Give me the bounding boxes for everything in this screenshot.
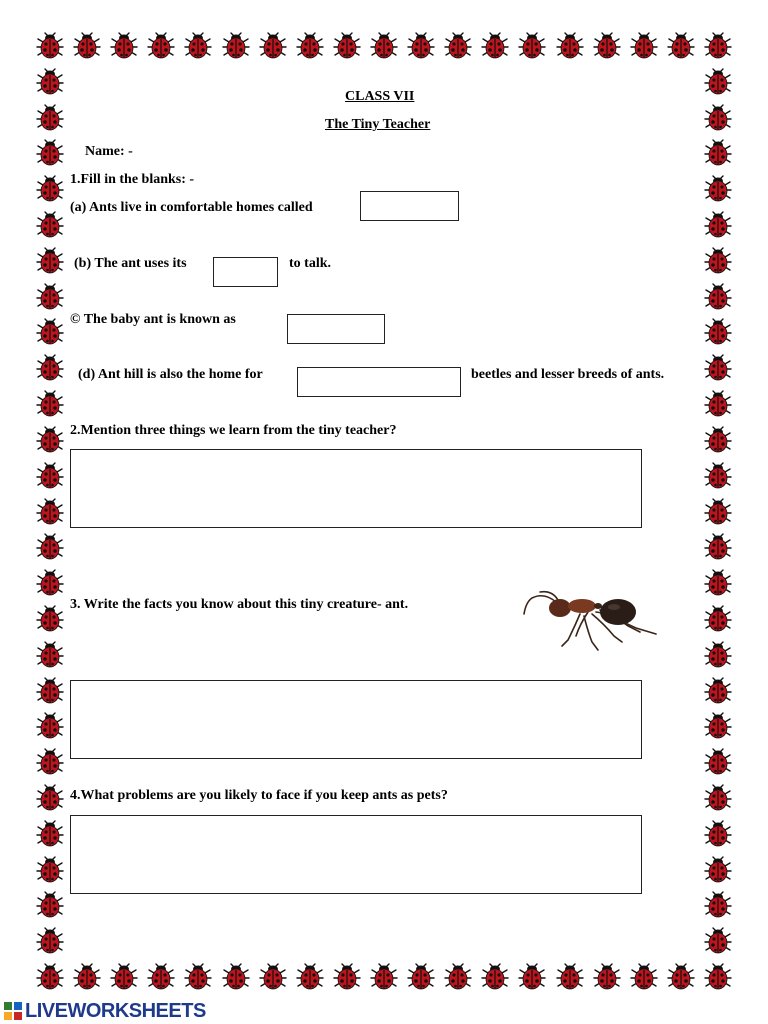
q3-heading: 3. Write the facts you know about this tiny creature- ant.	[70, 597, 409, 612]
ladybug-icon	[704, 605, 732, 633]
q3-answer-box[interactable]	[70, 680, 642, 759]
q1a-answer-box[interactable]	[360, 191, 459, 221]
ladybug-icon	[704, 641, 732, 669]
ladybug-icon	[36, 533, 64, 561]
ladybug-icon	[630, 963, 658, 991]
q2-answer-box[interactable]	[70, 449, 642, 528]
ladybug-icon	[36, 784, 64, 812]
ladybug-icon	[36, 175, 64, 203]
liveworksheets-logo-icon	[4, 1002, 22, 1020]
ladybug-icon	[704, 927, 732, 955]
ladybug-icon	[259, 32, 287, 60]
ladybug-icon	[222, 963, 250, 991]
ladybug-icon	[407, 32, 435, 60]
ladybug-icon	[184, 32, 212, 60]
q1a-text: (a) Ants live in comfortable homes called	[70, 200, 313, 215]
q1b-text-after: to talk.	[289, 256, 331, 271]
ladybug-icon	[36, 856, 64, 884]
q4-heading: 4.What problems are you likely to face if you keep ants as pets?	[70, 788, 448, 803]
ladybug-icon	[704, 283, 732, 311]
ladybug-icon	[518, 32, 546, 60]
ladybug-icon	[36, 318, 64, 346]
ladybug-icon	[704, 963, 732, 991]
ladybug-icon	[147, 32, 175, 60]
q1b-text-before: (b) The ant uses its	[74, 256, 187, 271]
ladybug-icon	[36, 247, 64, 275]
ladybug-icon	[36, 462, 64, 490]
ladybug-icon	[593, 963, 621, 991]
ladybug-icon	[73, 32, 101, 60]
ladybug-icon	[36, 32, 64, 60]
ladybug-icon	[36, 963, 64, 991]
ladybug-icon	[704, 533, 732, 561]
ladybug-icon	[704, 211, 732, 239]
ladybug-icon	[704, 712, 732, 740]
lesson-title: The Tiny Teacher	[325, 117, 431, 132]
ladybug-icon	[704, 856, 732, 884]
ladybug-icon	[704, 498, 732, 526]
ladybug-icon	[36, 426, 64, 454]
ladybug-icon	[704, 104, 732, 132]
ladybug-icon	[704, 677, 732, 705]
ladybug-icon	[36, 748, 64, 776]
ladybug-icon	[667, 963, 695, 991]
ladybug-icon	[36, 283, 64, 311]
ladybug-icon	[704, 748, 732, 776]
q1d-answer-box[interactable]	[297, 367, 461, 397]
ladybug-icon	[222, 32, 250, 60]
ladybug-icon	[296, 32, 324, 60]
ladybug-icon	[481, 32, 509, 60]
ladybug-icon	[36, 139, 64, 167]
ladybug-icon	[36, 569, 64, 597]
ladybug-icon	[147, 963, 175, 991]
ladybug-icon	[593, 32, 621, 60]
q1d-text-after: beetles and lesser breeds of ants.	[471, 367, 665, 382]
ladybug-icon	[370, 32, 398, 60]
ladybug-icon	[370, 963, 398, 991]
ladybug-icon	[36, 498, 64, 526]
q1c-text: © The baby ant is known as	[70, 312, 236, 327]
ladybug-icon	[36, 104, 64, 132]
ladybug-icon	[704, 318, 732, 346]
ladybug-icon	[704, 68, 732, 96]
q1-heading: 1.Fill in the blanks: -	[70, 172, 195, 187]
q1b-answer-box[interactable]	[213, 257, 278, 287]
ladybug-icon	[36, 354, 64, 382]
ladybug-icon	[444, 963, 472, 991]
ladybug-icon	[36, 211, 64, 239]
ladybug-icon	[36, 641, 64, 669]
name-label: Name: -	[85, 144, 133, 159]
ladybug-icon	[704, 569, 732, 597]
ladybug-icon	[36, 927, 64, 955]
ladybug-icon	[704, 175, 732, 203]
ladybug-icon	[704, 139, 732, 167]
ladybug-icon	[518, 963, 546, 991]
ladybug-icon	[184, 963, 212, 991]
ladybug-icon	[333, 32, 361, 60]
ladybug-icon	[704, 247, 732, 275]
ladybug-icon	[704, 784, 732, 812]
q1c-answer-box[interactable]	[287, 314, 385, 344]
ladybug-icon	[36, 68, 64, 96]
ladybug-icon	[73, 963, 101, 991]
ladybug-icon	[556, 32, 584, 60]
ladybug-icon	[36, 390, 64, 418]
footer-brand[interactable]	[4, 999, 206, 1023]
ladybug-icon	[444, 32, 472, 60]
ladybug-icon	[36, 605, 64, 633]
ladybug-icon	[259, 963, 287, 991]
ladybug-icon	[704, 462, 732, 490]
ladybug-icon	[110, 963, 138, 991]
class-title: CLASS VII	[345, 89, 415, 104]
q2-heading: 2.Mention three things we learn from the tiny teacher?	[70, 423, 397, 438]
ladybug-icon	[704, 32, 732, 60]
ladybug-icon	[36, 820, 64, 848]
ladybug-icon	[110, 32, 138, 60]
footer-brand-text: LIVEWORKSHEETS	[25, 999, 206, 1022]
ladybug-icon	[630, 32, 658, 60]
ladybug-icon	[704, 820, 732, 848]
q1d-text-before: (d) Ant hill is also the home for	[78, 367, 263, 382]
ladybug-icon	[36, 677, 64, 705]
ladybug-icon	[296, 963, 324, 991]
ladybug-icon	[704, 390, 732, 418]
ladybug-icon	[667, 32, 695, 60]
ladybug-icon	[407, 963, 435, 991]
ladybug-icon	[36, 712, 64, 740]
ladybug-icon	[556, 963, 584, 991]
ladybug-icon	[333, 963, 361, 991]
ladybug-icon	[36, 891, 64, 919]
ladybug-icon	[704, 891, 732, 919]
ladybug-icon	[481, 963, 509, 991]
ladybug-icon	[704, 426, 732, 454]
ant-image	[518, 584, 663, 656]
q4-answer-box[interactable]	[70, 815, 642, 894]
ladybug-icon	[704, 354, 732, 382]
